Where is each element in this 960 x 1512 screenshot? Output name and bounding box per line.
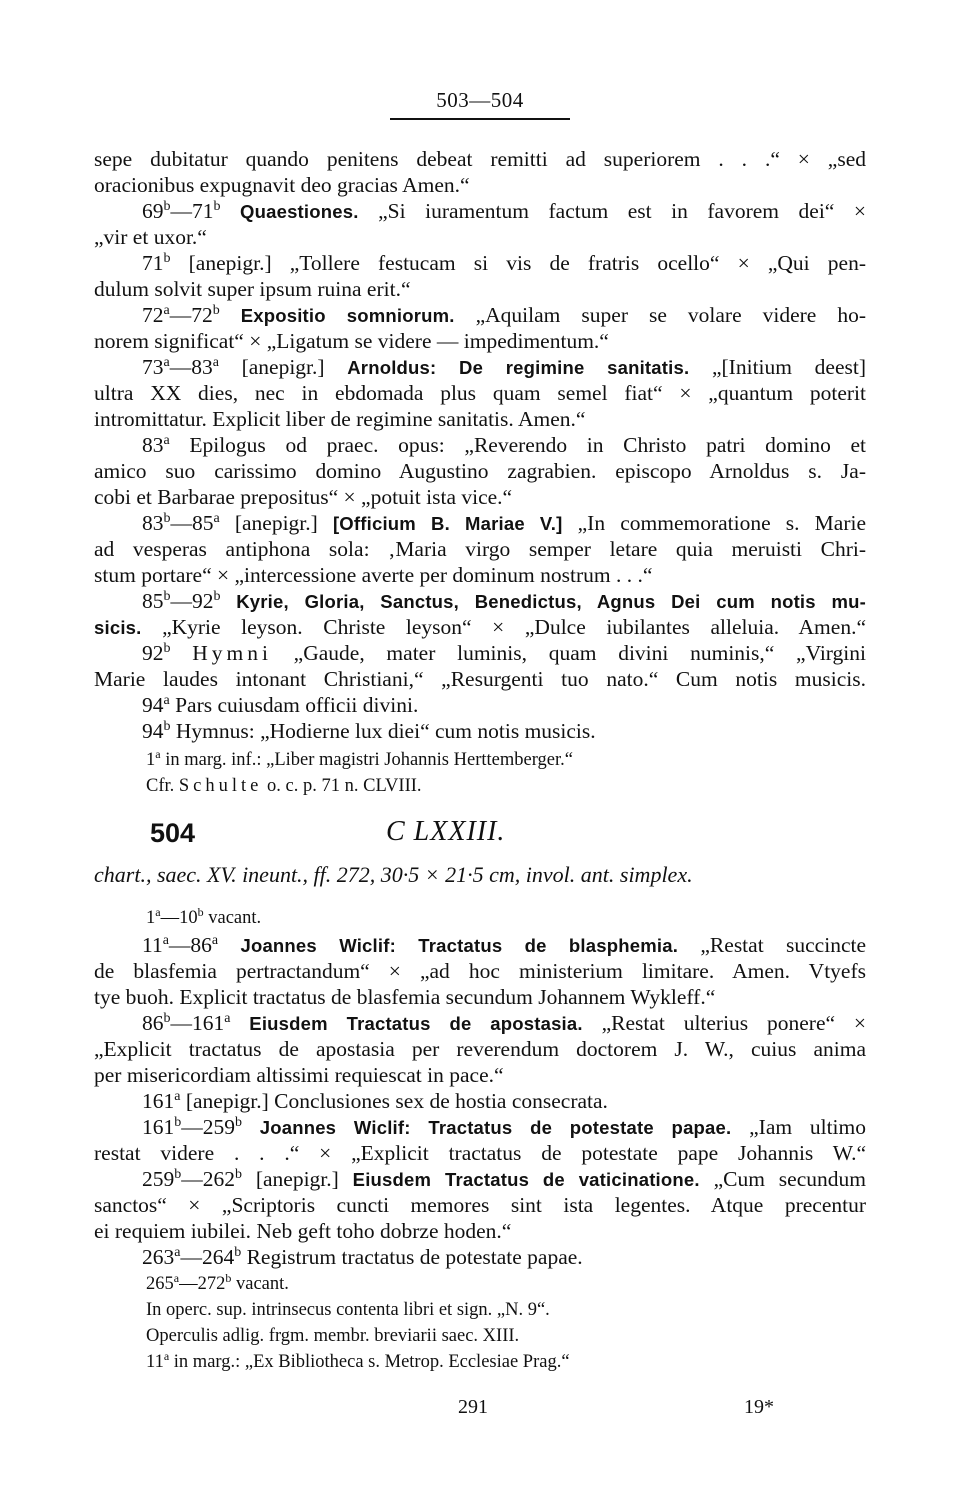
text-line: Marie laudes intonant Christiani,“ „Resurgenti tuo nato.“ Cum notis musicis. [94,667,866,691]
text-line: restat videre . . .“ × „Explicit tractatus de potestate pape Johannis W.“ [94,1141,866,1165]
item-line: 1$^a$—10$^b$ vacant. [146,904,262,928]
item-line: 83$^a$ Epilogus od praec. opus: „Reverendo in Christo patri domino et [142,432,866,457]
text-line: „vir et uxor.“ [94,225,207,249]
item-line: sicis. „Kyrie leyson. Christe leyson“ × „Dulce iubilantes alleluia. Amen.“ [94,615,866,639]
item-line: 263$^a$—264$^b$ Registrum tractatus de potestate papae. [142,1244,583,1269]
item-line: 94$^a$ Pars cuiusdam officii divini. [142,692,419,717]
text-line: ad vesperas antiphona sola: ‚Maria virgo semper letare quia meruisti Chri- [94,537,866,561]
text-line: ultra XX dies, nec in ebdomada plus quam semel fiat“ × „quantum poterit [94,381,866,405]
text-line: ei requiem iubilei. Neb geft toho dobrze hoden.“ [94,1219,512,1243]
text-line: „Explicit tractatus de apostasia per reverendum doctorem J. W., cuius anima [94,1037,866,1061]
note-line: Operculis adlig. frgm. membr. breviarii saec. XIII. [146,1326,520,1346]
item-line: 86$^b$—161$^a$ Eiusdem Tractatus de apostasia. „Restat ulterius ponere“ × [142,1010,867,1035]
item-line: 161$^b$—259$^b$ Joannes Wiclif: Tractatus de potestate papae. „Iam ultimo [142,1114,866,1139]
item-line: 73$^a$—83$^a$ [anepigr.] Arnoldus: De regimine sanitatis. „[Initium deest] [142,354,866,379]
item-line: 85$^b$—92$^b$ Kyrie, Gloria, Sanctus, Benedictus, Agnus Dei cum notis mu- [142,588,866,613]
item-line: 161$^a$ [anepigr.] Conclusiones sex de hostia consecrata. [142,1088,608,1113]
text-line: sanctos“ × „Scriptoris cuncti memores sint ista legentes. Atque precentur [94,1193,866,1217]
text-line: stum portare“ × „intercessione averte per dominum nostrum . . .“ [94,563,653,587]
text-line: amico suo carissimo domino Augustino zagrabien. episcopo Arnoldus s. Ja- [94,459,866,483]
entry-number: 504 [150,818,196,848]
item-line: 69$^b$—71$^b$ Quaestiones. „Si iuramentum factum est in favorem dei“ × [142,198,866,223]
text-line: dulum solvit super ipsum ruina erit.“ [94,277,411,301]
page-number: 291 [458,1396,488,1418]
shelfmark: C LXXIII. [386,816,506,847]
text-line: oracionibus expugnavit deo gracias Amen.“ [94,173,470,197]
note-line: In operc. sup. intrinsecus contenta libri et sign. „N. 9“. [146,1300,550,1320]
note-line: 1$^a$ in marg. inf.: „Liber magistri Johannis Herttemberger.“ [146,746,573,770]
note-line: 11$^a$ in marg.: „Ex Bibliotheca s. Metrop. Ecclesiae Prag.“ [146,1348,570,1372]
item-line: 92$^b$ Hymni „Gaude, mater luminis, quam divini numinis,“ „Virgini [142,640,867,665]
text-line: intromittatur. Explicit liber de regimine sanitatis. Amen.“ [94,407,586,431]
physical-description: chart., saec. XV. ineunt., ff. 272, 30·5 × 21·5 cm, invol. ant. simplex. [94,862,693,887]
text-line: de blasfemia pertractandum“ × „ad hoc ministerium limitare. Amen. Vtyefs [94,959,866,983]
text-line: norem significat“ × „Ligatum se videre — impedimentum.“ [94,329,609,353]
item-line: 94$^b$ Hymnus: „Hodierne lux diei“ cum notis musicis. [142,718,596,743]
text-line: tye buoh. Explicit tractatus de blasfemia secundum Johannem Wykleff.“ [94,985,716,1009]
signature-mark: 19* [744,1396,774,1418]
header-rule [390,118,570,120]
note-line: Cfr. Schulte o. c. p. 71 n. CLVIII. [146,776,422,796]
item-line: 259$^b$—262$^b$ [anepigr.] Eiusdem Tractatus de vaticinatione. „Cum secundum [142,1166,866,1191]
text-line: per misericordiam altissimi requiescat in pace.“ [94,1063,504,1087]
item-line: 71$^b$ [anepigr.] „Tollere festucam si vis de fratris ocello“ × „Qui pen- [142,250,866,275]
text-line: sepe dubitatur quando penitens debeat remitti ad superiorem . . .“ × „sed [94,147,866,171]
text-line: cobi et Barbarae prepositus“ × „potuit ista vice.“ [94,485,513,509]
running-header: 503—504 [436,88,524,112]
note-line: 265$^a$—272$^b$ vacant. [146,1270,289,1294]
item-line: 72$^a$—72$^b$ Expositio somniorum. „Aquilam super se volare videre ho- [142,302,867,327]
item-line: 83$^b$—85$^a$ [anepigr.] [Officium B. Mariae V.] „In commemoratione s. Marie [142,510,866,535]
item-line: 11$^a$—86$^a$ Joannes Wiclif: Tractatus de blasphemia. „Restat succincte [142,932,866,957]
